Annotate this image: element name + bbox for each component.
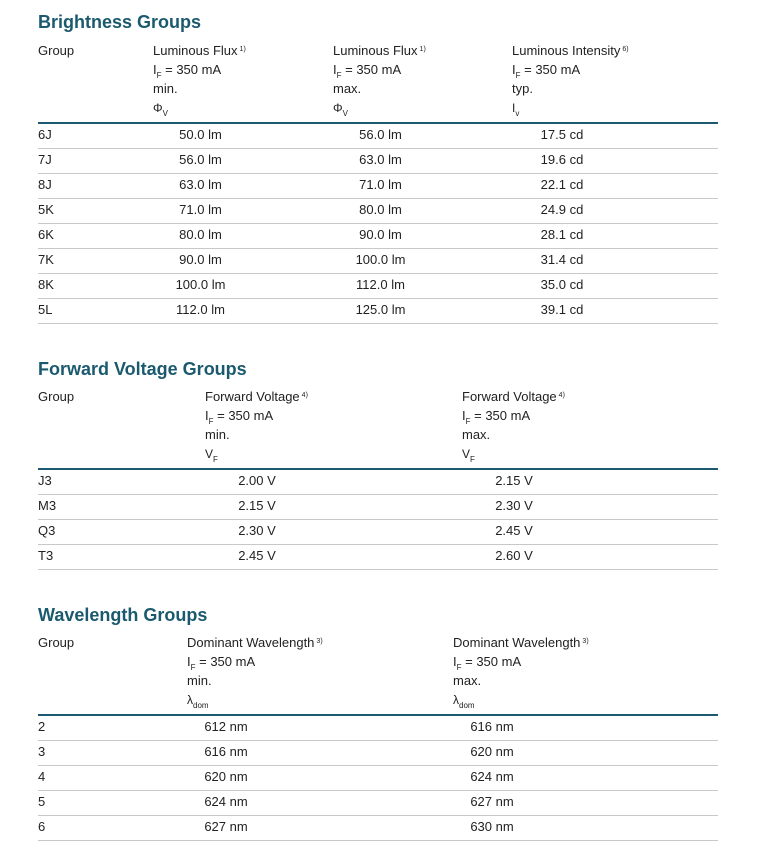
cell-group: 3 <box>38 744 46 759</box>
table-row <box>38 740 718 766</box>
cell-group: 7J <box>38 152 52 167</box>
cell-flux-min: 71.0 lm <box>179 202 222 217</box>
cell-voltage-max: 2.60 V <box>495 548 533 563</box>
table-row <box>38 273 718 299</box>
cell-intensity: 39.1 cd <box>540 302 584 317</box>
table-row <box>38 198 718 224</box>
cell-group: 6J <box>38 127 52 142</box>
cell-group: 8J <box>38 177 52 192</box>
table-row <box>38 715 718 741</box>
cell-voltage-min: 2.15 V <box>238 498 276 513</box>
cell-flux-max: 63.0 lm <box>359 152 402 167</box>
cell-flux-min: 50.0 lm <box>179 127 222 142</box>
table-row <box>38 469 718 495</box>
cell-intensity: 22.1 cd <box>540 177 584 192</box>
cell-voltage-min: 2.45 V <box>238 548 276 563</box>
header-luminous-flux-max: Luminous Flux $^{1)}$ $I_F = 350$ mA max. $\Phi_V$ <box>333 43 426 118</box>
cell-wavelength-max: 616 nm <box>470 719 514 734</box>
cell-wavelength-max: 624 nm <box>470 769 514 784</box>
header-group: Group <box>38 43 75 58</box>
header-group: Group <box>38 389 75 404</box>
cell-group: T3 <box>38 548 54 563</box>
cell-voltage-max: 2.45 V <box>495 523 533 538</box>
cell-wavelength-min: 624 nm <box>204 794 248 809</box>
cell-group: 8K <box>38 277 54 292</box>
cell-group: 6K <box>38 227 54 242</box>
table-row <box>38 519 718 545</box>
cell-flux-min: 80.0 lm <box>179 227 222 242</box>
cell-flux-max: 80.0 lm <box>359 202 402 217</box>
section-title: Brightness Groups <box>38 12 202 32</box>
section-title: Wavelength Groups <box>38 605 208 625</box>
cell-intensity: 24.9 cd <box>540 202 584 217</box>
cell-voltage-min: 2.30 V <box>238 523 276 538</box>
cell-flux-min: 100.0 lm <box>175 277 226 292</box>
table-row <box>38 790 718 816</box>
cell-group: 5K <box>38 202 54 217</box>
cell-wavelength-min: 616 nm <box>204 744 248 759</box>
header-luminous-flux-min: Luminous Flux $^{1)}$ $I_F = 350$ mA min. $\Phi_V$ <box>153 43 246 118</box>
cell-flux-min: 112.0 lm <box>176 302 225 317</box>
cell-flux-max: 56.0 lm <box>359 127 402 142</box>
cell-wavelength-min: 612 nm <box>204 719 248 734</box>
cell-intensity: 35.0 cd <box>540 277 584 292</box>
cell-flux-max: 90.0 lm <box>359 227 402 242</box>
table-row <box>38 148 718 174</box>
table-row <box>38 248 718 274</box>
brightness-groups-section <box>38 12 718 324</box>
cell-group: J3 <box>38 473 52 488</box>
table-row <box>38 223 718 249</box>
cell-flux-max: 71.0 lm <box>359 177 402 192</box>
cell-intensity: 28.1 cd <box>540 227 584 242</box>
cell-intensity: 31.4 cd <box>540 252 584 267</box>
cell-flux-min: 63.0 lm <box>179 177 222 192</box>
table-row <box>38 173 718 199</box>
forward-voltage-groups-section <box>38 359 718 571</box>
table-row <box>38 765 718 791</box>
table-row <box>38 298 718 324</box>
cell-flux-max: 100.0 lm <box>355 252 406 267</box>
section-title: Forward Voltage Groups <box>38 359 247 379</box>
cell-intensity: 17.5 cd <box>540 127 584 142</box>
header-dominant-wavelength-max: Dominant Wavelength $^{3)}$ $I_F = 350$ mA max. $\lambda_{dom}$ <box>453 635 589 710</box>
cell-voltage-min: 2.00 V <box>238 473 276 488</box>
table-row <box>38 123 718 149</box>
cell-wavelength-max: 627 nm <box>470 794 514 809</box>
cell-wavelength-min: 627 nm <box>204 819 248 834</box>
cell-voltage-max: 2.30 V <box>495 498 533 513</box>
cell-group: Q3 <box>38 523 56 538</box>
table-row <box>38 494 718 520</box>
cell-intensity: 19.6 cd <box>540 152 584 167</box>
cell-group: 6 <box>38 819 46 834</box>
cell-flux-min: 90.0 lm <box>179 252 222 267</box>
cell-wavelength-max: 620 nm <box>470 744 514 759</box>
cell-group: 2 <box>38 719 46 734</box>
header-luminous-intensity-typ: Luminous Intensity $^{6)}$ $I_F = 350$ mA typ. $I_v$ <box>512 43 629 118</box>
table-row <box>38 815 718 841</box>
cell-group: M3 <box>38 498 57 513</box>
header-forward-voltage-min: Forward Voltage $^{4)}$ $I_F = 350$ mA min. $V_F$ <box>205 389 308 464</box>
cell-flux-max: 112.0 lm <box>356 277 405 292</box>
table-row <box>38 544 718 570</box>
cell-voltage-max: 2.15 V <box>495 473 533 488</box>
cell-group: 5 <box>38 794 46 809</box>
cell-group: 5L <box>38 302 53 317</box>
cell-group: 4 <box>38 769 46 784</box>
wavelength-groups-section <box>38 605 718 843</box>
header-group: Group <box>38 635 75 650</box>
header-dominant-wavelength-min: Dominant Wavelength $^{3)}$ $I_F = 350$ mA min. $\lambda_{dom}$ <box>187 635 323 710</box>
header-forward-voltage-max: Forward Voltage $^{4)}$ $I_F = 350$ mA max. $V_F$ <box>462 389 565 464</box>
cell-flux-max: 125.0 lm <box>355 302 406 317</box>
cell-wavelength-min: 620 nm <box>204 769 248 784</box>
cell-wavelength-max: 630 nm <box>470 819 514 834</box>
cell-flux-min: 56.0 lm <box>179 152 222 167</box>
cell-group: 7K <box>38 252 54 267</box>
